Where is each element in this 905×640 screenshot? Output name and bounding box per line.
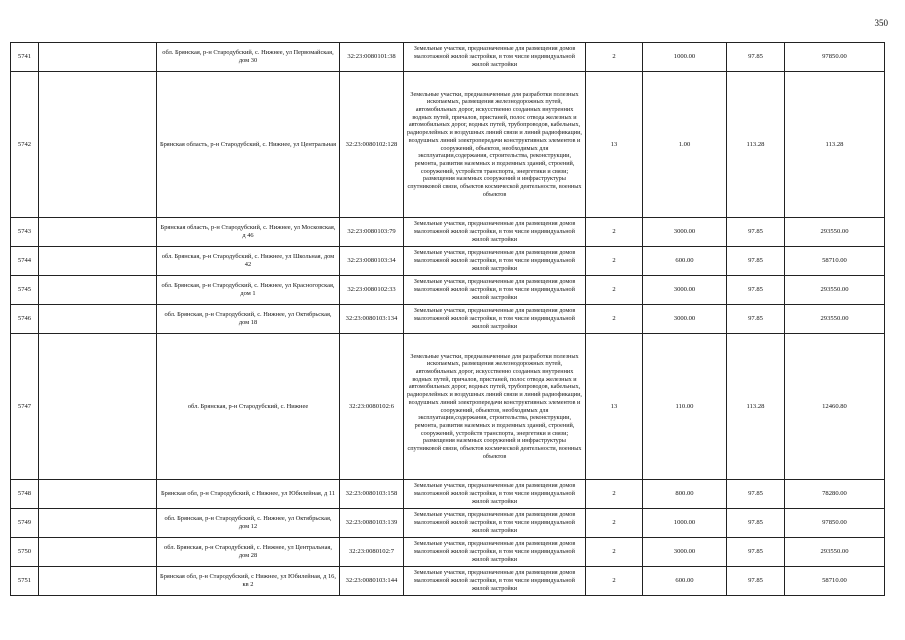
row-number: 5747: [11, 334, 39, 480]
row-number: 5748: [11, 480, 39, 509]
group-number: 2: [586, 305, 643, 334]
address-cell: обл. Брянская, р-н Стародубский, с. Нижнее, ул Первомайская, дом 30: [157, 43, 340, 72]
group-number: 2: [586, 567, 643, 596]
row-number: 5746: [11, 305, 39, 334]
land-use-description: Земельные участки, предназначенные для размещения домов малоэтажной жилой застройки, в том числе индивидуальной жилой застройки: [404, 509, 586, 538]
address-cell: Брянская область, р-н Стародубский, с. Нижнее, ул Московская, д 46: [157, 218, 340, 247]
cadastral-value: 113.28: [785, 72, 885, 218]
cadastral-value: 293550.00: [785, 218, 885, 247]
address-cell: обл. Брянская, р-н Стародубский, с. Нижнее, ул Школьная, дом 42: [157, 247, 340, 276]
specific-value: 97.85: [727, 509, 785, 538]
blank-cell: [39, 276, 157, 305]
group-number: 13: [586, 72, 643, 218]
address-cell: обл. Брянская, р-н Стародубский, с. Нижнее: [157, 334, 340, 480]
specific-value: 113.28: [727, 334, 785, 480]
area-value: 3000.00: [643, 538, 727, 567]
blank-cell: [39, 305, 157, 334]
land-use-description: Земельные участки, предназначенные для размещения домов малоэтажной жилой застройки, в том числе индивидуальной жилой застройки: [404, 305, 586, 334]
cadastral-value: 97850.00: [785, 43, 885, 72]
cadastral-value: 293550.00: [785, 305, 885, 334]
specific-value: 97.85: [727, 305, 785, 334]
land-use-description: Земельные участки, предназначенные для размещения домов малоэтажной жилой застройки, в том числе индивидуальной жилой застройки: [404, 247, 586, 276]
blank-cell: [39, 538, 157, 567]
land-use-description: Земельные участки, предназначенные для размещения домов малоэтажной жилой застройки, в том числе индивидуальной жилой застройки: [404, 43, 586, 72]
cadastral-number: 32:23:0080103:158: [340, 480, 404, 509]
cadastral-value: 293550.00: [785, 538, 885, 567]
table-row: [11, 276, 885, 305]
cadastral-value-table: [10, 42, 885, 596]
land-use-description: Земельные участки, предназначенные для размещения домов малоэтажной жилой застройки, в том числе индивидуальной жилой застройки: [404, 276, 586, 305]
cadastral-value: 58710.00: [785, 247, 885, 276]
row-number: 5751: [11, 567, 39, 596]
land-use-description: Земельные участки, предназначенные для разработки полезных ископаемых, размещения железнодорожных путей, автомобильных дорог, искусственно созданных внутренних водных путей, причалов, пристаней, полос отвода железных и автомобильных дорог, водных путей, трубопроводов, кабельных, радиорелейных и воздушных линий связи и линий радиофикации, воздушных линий электропередачи конструктивных элементов и сооружений, объектов, необходимых для эксплуатации,содержания, строительства, реконструкции, ремонта, развития наземных и подземных зданий, строений, сооружений, устройств транспорта, энергетики и связи; размещения наземных сооружений и инфраструктуры спутниковой связи, объектов космической деятельности, военных объектов: [404, 334, 586, 480]
specific-value: 97.85: [727, 218, 785, 247]
group-number: 2: [586, 538, 643, 567]
address-cell: обл. Брянская, р-н Стародубский, с. Нижнее, ул Октябрьская, дом 12: [157, 509, 340, 538]
address-cell: обл. Брянская, р-н Стародубский, с. Нижнее, ул Октябрьская, дом 18: [157, 305, 340, 334]
cadastral-number: 32:23:0080103:139: [340, 509, 404, 538]
table-row: [11, 334, 885, 480]
row-number: 5741: [11, 43, 39, 72]
land-use-description: Земельные участки, предназначенные для размещения домов малоэтажной жилой застройки, в том числе индивидуальной жилой застройки: [404, 538, 586, 567]
land-use-description: Земельные участки, предназначенные для разработки полезных ископаемых, размещения железнодорожных путей, автомобильных дорог, искусственно созданных внутренних водных путей, причалов, пристаней, полос отвода железных и автомобильных дорог, водных путей, трубопроводов, кабельных, радиорелейных и воздушных линий связи и линий радиофикации, воздушных линий электропередачи конструктивных элементов и сооружений, объектов, необходимых для эксплуатации,содержания, строительства, реконструкции, ремонта, развития наземных и подземных зданий, строений, сооружений, устройств транспорта, энергетики и связи; размещения наземных сооружений и инфраструктуры спутниковой связи, объектов космической деятельности, военных объектов: [404, 72, 586, 218]
cadastral-number: 32:23:0080103:144: [340, 567, 404, 596]
group-number: 13: [586, 334, 643, 480]
blank-cell: [39, 43, 157, 72]
table-row: [11, 43, 885, 72]
page-number: 350: [874, 18, 888, 28]
cadastral-value: 293550.00: [785, 276, 885, 305]
table-row: [11, 72, 885, 218]
land-use-description: Земельные участки, предназначенные для размещения домов малоэтажной жилой застройки, в том числе индивидуальной жилой застройки: [404, 480, 586, 509]
group-number: 2: [586, 218, 643, 247]
table-row: [11, 247, 885, 276]
cadastral-value: 97850.00: [785, 509, 885, 538]
area-value: 1000.00: [643, 509, 727, 538]
row-number: 5742: [11, 72, 39, 218]
area-value: 3000.00: [643, 305, 727, 334]
group-number: 2: [586, 43, 643, 72]
table-row: [11, 538, 885, 567]
area-value: 1.00: [643, 72, 727, 218]
blank-cell: [39, 509, 157, 538]
group-number: 2: [586, 509, 643, 538]
blank-cell: [39, 567, 157, 596]
area-value: 600.00: [643, 567, 727, 596]
address-cell: Брянская обл, р-н Стародубский, с Нижнее, ул Юбилейная, д 11: [157, 480, 340, 509]
row-number: 5743: [11, 218, 39, 247]
address-cell: обл. Брянская, р-н Стародубский, с. Нижнее, ул Красногорская, дом 1: [157, 276, 340, 305]
cadastral-number: 32:23:0080102:7: [340, 538, 404, 567]
cadastral-number: 32:23:0080102:128: [340, 72, 404, 218]
blank-cell: [39, 218, 157, 247]
blank-cell: [39, 72, 157, 218]
specific-value: 97.85: [727, 538, 785, 567]
group-number: 2: [586, 247, 643, 276]
cadastral-number: 32:23:0080103:79: [340, 218, 404, 247]
specific-value: 113.28: [727, 72, 785, 218]
specific-value: 97.85: [727, 276, 785, 305]
row-number: 5745: [11, 276, 39, 305]
table-row: [11, 567, 885, 596]
specific-value: 97.85: [727, 43, 785, 72]
group-number: 2: [586, 480, 643, 509]
land-use-description: Земельные участки, предназначенные для размещения домов малоэтажной жилой застройки, в том числе индивидуальной жилой застройки: [404, 218, 586, 247]
specific-value: 97.85: [727, 480, 785, 509]
row-number: 5749: [11, 509, 39, 538]
address-cell: обл. Брянская, р-н Стародубский, с. Нижнее, ул Центральная, дом 28: [157, 538, 340, 567]
cadastral-number: 32:23:0080102:33: [340, 276, 404, 305]
cadastral-number: 32:23:0080103:34: [340, 247, 404, 276]
cadastral-number: 32:23:0080103:134: [340, 305, 404, 334]
area-value: 3000.00: [643, 218, 727, 247]
cadastral-value: 12460.80: [785, 334, 885, 480]
row-number: 5744: [11, 247, 39, 276]
land-use-description: Земельные участки, предназначенные для размещения домов малоэтажной жилой застройки, в том числе индивидуальной жилой застройки: [404, 567, 586, 596]
area-value: 110.00: [643, 334, 727, 480]
cadastral-value: 58710.00: [785, 567, 885, 596]
blank-cell: [39, 247, 157, 276]
address-cell: Брянская обл, р-н Стародубский, с Нижнее, ул Юбилейная, д 16, кв 2: [157, 567, 340, 596]
address-cell: Брянская область, р-н Стародубский, с. Нижнее, ул Центральная: [157, 72, 340, 218]
table-row: [11, 305, 885, 334]
specific-value: 97.85: [727, 567, 785, 596]
blank-cell: [39, 334, 157, 480]
table-row: [11, 480, 885, 509]
table-row: [11, 509, 885, 538]
table-row: [11, 218, 885, 247]
cadastral-number: 32:23:0080102:6: [340, 334, 404, 480]
cadastral-number: 32:23:0080101:38: [340, 43, 404, 72]
group-number: 2: [586, 276, 643, 305]
area-value: 800.00: [643, 480, 727, 509]
area-value: 1000.00: [643, 43, 727, 72]
area-value: 3000.00: [643, 276, 727, 305]
blank-cell: [39, 480, 157, 509]
row-number: 5750: [11, 538, 39, 567]
specific-value: 97.85: [727, 247, 785, 276]
cadastral-value: 78280.00: [785, 480, 885, 509]
area-value: 600.00: [643, 247, 727, 276]
